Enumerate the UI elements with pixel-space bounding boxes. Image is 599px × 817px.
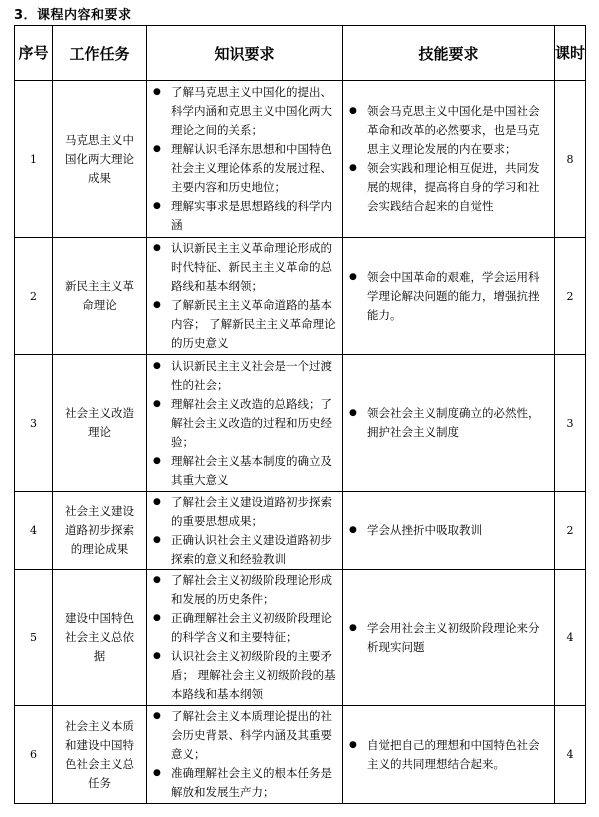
row-seq: 5 xyxy=(15,570,53,706)
skills-cell xyxy=(343,355,555,492)
table-row xyxy=(15,81,586,238)
skill-item: ● 学会从挫折中吸取教训 xyxy=(343,521,546,540)
knowledge-cell xyxy=(147,81,343,238)
row-task: 社会主义本质和建设中国特色社会主义总任务 xyxy=(53,706,147,804)
knowledge-item: ● 认识新民主主义革命理论形成的时代特征、新民主主义革命的总路线和基本纲领； xyxy=(147,239,336,296)
knowledge-item: ● 理解实事求是思想路线的科学内涵 xyxy=(147,197,336,235)
row-task: 社会主义改造理论 xyxy=(53,355,147,492)
row-hours: 2 xyxy=(555,238,586,355)
row-task: 建设中国特色社会主义总依据 xyxy=(53,570,147,706)
header-skills: 技能要求 xyxy=(343,26,555,81)
row-task: 新民主主义革命理论 xyxy=(53,238,147,355)
knowledge-item: ● 认识新民主主义社会是一个过渡性的社会； xyxy=(147,357,336,395)
section-title: 3．课程内容和要求 xyxy=(14,8,132,23)
knowledge-item: ● 理解社会主义改造的总路线；了解社会主义改造的过程和历史经验； xyxy=(147,395,336,452)
row-seq: 1 xyxy=(15,81,53,238)
skill-item: ● 领会中国革命的艰难，学会运用科学理论解决问题的能力，增强抗挫能力。 xyxy=(343,268,546,325)
row-task: 社会主义建设道路初步探索的理论成果 xyxy=(53,492,147,570)
table-row xyxy=(15,238,586,355)
skills-cell xyxy=(343,570,555,706)
skills-cell xyxy=(343,81,555,238)
knowledge-cell xyxy=(147,238,343,355)
table-row xyxy=(15,570,586,706)
row-task: 马克思主义中国化两大理论成果 xyxy=(53,81,147,238)
header-task: 工作任务 xyxy=(53,26,147,81)
knowledge-item: ● 了解社会主义初级阶段理论形成和发展的历史条件； xyxy=(147,571,336,609)
knowledge-item: ● 理解社会主义基本制度的确立及其重大意义 xyxy=(147,452,336,490)
knowledge-item: ● 理解认识毛泽东思想和中国特色社会主义理论体系的发展过程、主要内容和历史地位； xyxy=(147,140,336,197)
skills-cell xyxy=(343,706,555,804)
row-seq: 2 xyxy=(15,238,53,355)
knowledge-cell xyxy=(147,570,343,706)
row-hours: 8 xyxy=(555,81,586,238)
table-header-row xyxy=(15,26,586,81)
header-hours: 课时 xyxy=(555,26,586,81)
row-hours: 4 xyxy=(555,706,586,804)
skills-cell xyxy=(343,492,555,570)
knowledge-cell xyxy=(147,355,343,492)
row-hours: 2 xyxy=(555,492,586,570)
knowledge-cell xyxy=(147,706,343,804)
row-hours: 4 xyxy=(555,570,586,706)
skills-cell xyxy=(343,238,555,355)
row-seq: 3 xyxy=(15,355,53,492)
knowledge-cell xyxy=(147,492,343,570)
row-seq: 6 xyxy=(15,706,53,804)
table-row xyxy=(15,706,586,804)
skill-item: ● 领会马克思主义中国化是中国社会革命和改革的必然要求，也是马克思主义理论发展的内在要求； xyxy=(343,102,546,159)
knowledge-item: ● 了解社会主义本质理论提出的社会历史背景、科学内涵及其重要意义； xyxy=(147,707,336,764)
skill-item: ● 自觉把自己的理想和中国特色社会主义的共同理想结合起来。 xyxy=(343,736,546,774)
knowledge-item: ● 准确理解社会主义的根本任务是解放和发展生产力； xyxy=(147,764,336,802)
skill-item: ● 学会用社会主义初级阶段理论来分析现实问题 xyxy=(343,619,546,657)
knowledge-item: ● 了解社会主义建设道路初步探索的重要思想成果； xyxy=(147,493,336,531)
knowledge-item: ● 正确理解社会主义初级阶段理论的科学含义和主要特征； xyxy=(147,609,336,647)
skill-item: ● 领会社会主义制度确立的必然性，拥护社会主义制度 xyxy=(343,404,546,442)
header-seq: 序号 xyxy=(15,26,53,81)
knowledge-item: ● 了解新民主主义革命道路的基本内容； 了解新民主主义革命理论的历史意义 xyxy=(147,296,336,353)
knowledge-item: ● 正确认识社会主义建设道路初步探索的意义和经验教训 xyxy=(147,531,336,569)
knowledge-item: ● 认识社会主义初级阶段的主要矛盾； 理解社会主义初级阶段的基本路线和基本纲领 xyxy=(147,647,336,704)
row-seq: 4 xyxy=(15,492,53,570)
knowledge-item: ● 了解马克思主义中国化的提出、科学内涵和克思主义中国化两大理论之间的关系； xyxy=(147,83,336,140)
header-knowledge: 知识要求 xyxy=(147,26,343,81)
table-row xyxy=(15,355,586,492)
course-content-table xyxy=(14,25,586,804)
skill-item: ● 领会实践和理论相互促进，共同发展的规律，提高将自身的学习和社会实践结合起来的自觉性 xyxy=(343,159,546,216)
row-hours: 3 xyxy=(555,355,586,492)
table-row xyxy=(15,492,586,570)
